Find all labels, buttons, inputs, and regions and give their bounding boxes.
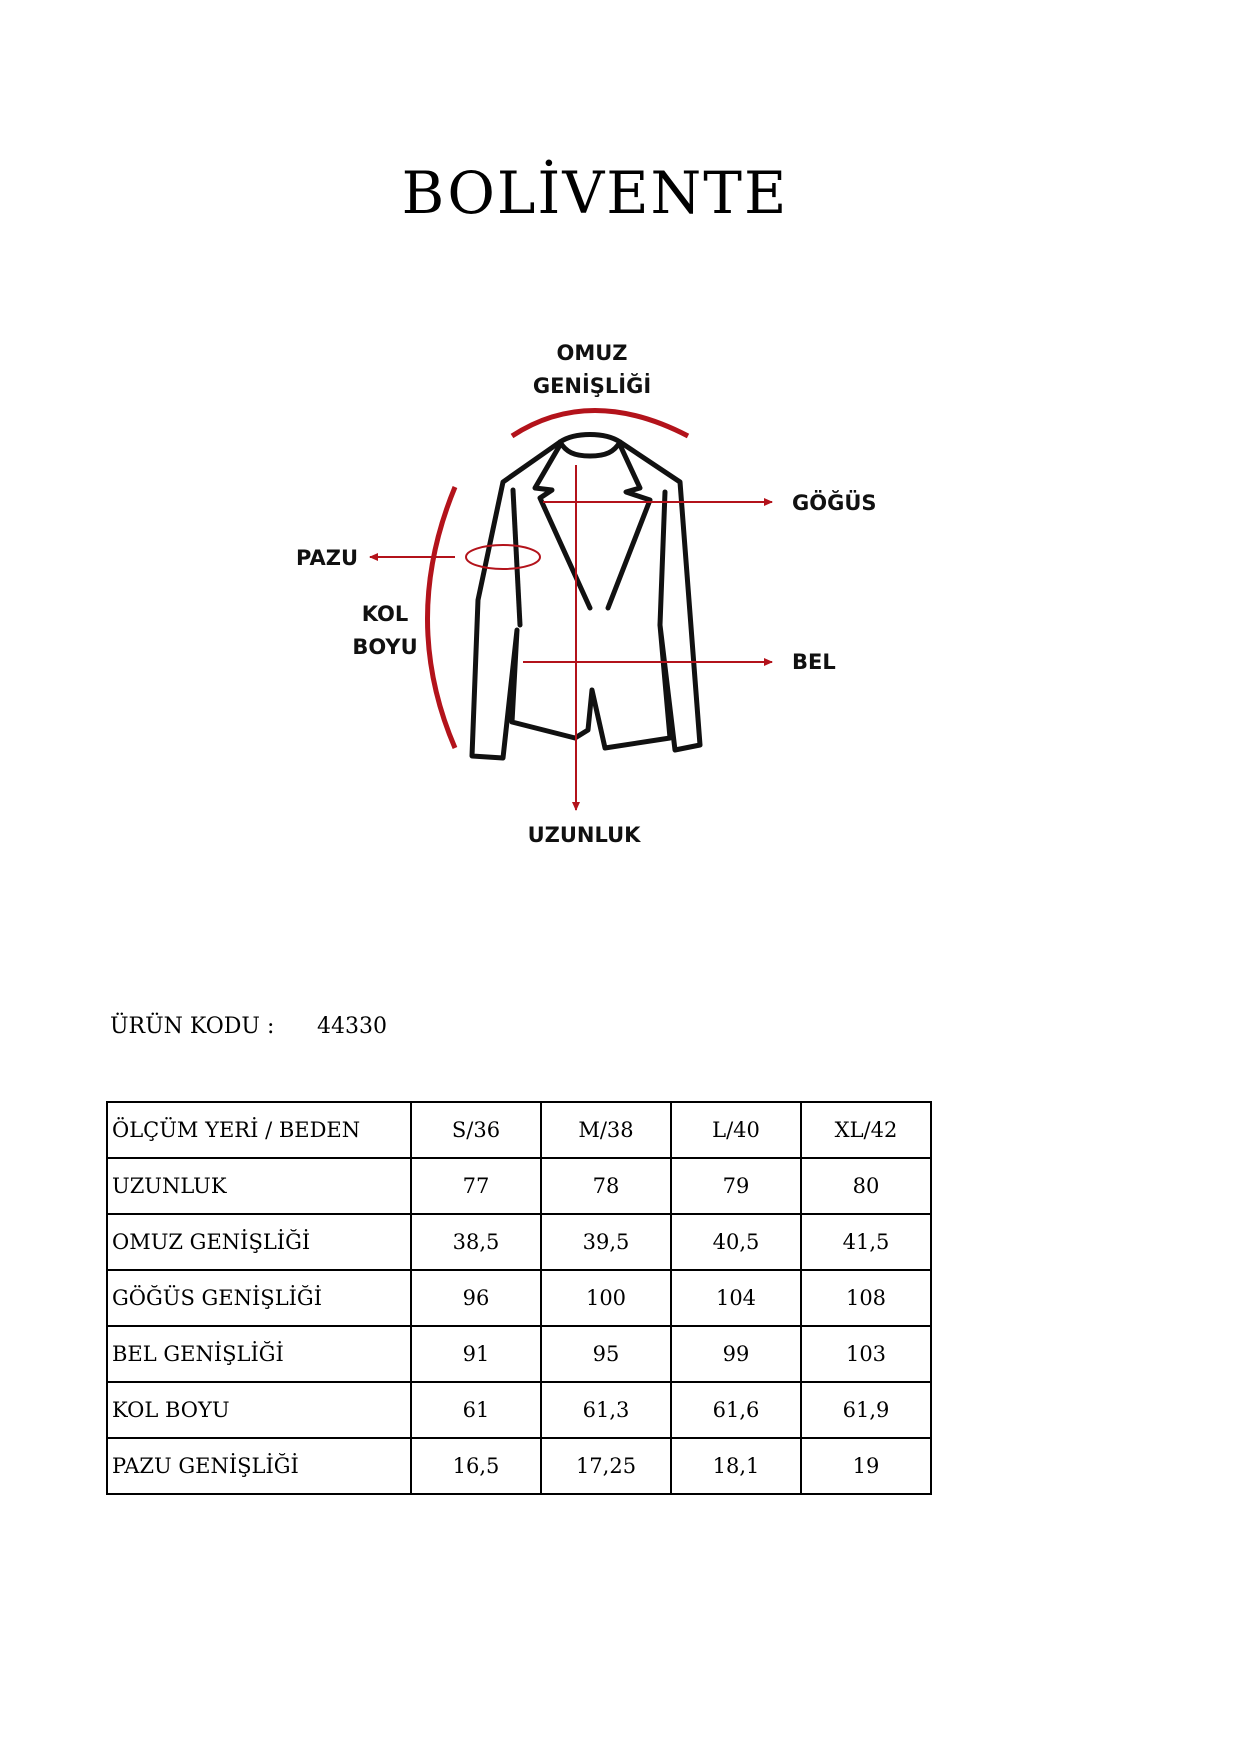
product-code-label: ÜRÜN KODU : — [110, 1014, 275, 1039]
table-cell: 17,25 — [541, 1438, 671, 1494]
table-cell: 96 — [411, 1270, 541, 1326]
product-code-row — [110, 1012, 387, 1042]
table-cell: 61 — [411, 1382, 541, 1438]
table-cell: 91 — [411, 1326, 541, 1382]
table-row — [107, 1270, 931, 1326]
label-length: UZUNLUK — [527, 823, 641, 847]
table-row — [107, 1438, 931, 1494]
label-bicep: PAZU — [296, 546, 358, 570]
label-shoulder-2: GENİŞLİĞİ — [532, 374, 652, 398]
table-cell: 61,3 — [541, 1382, 671, 1438]
table-cell: 40,5 — [671, 1214, 801, 1270]
table-row — [107, 1382, 931, 1438]
table-cell: 41,5 — [801, 1214, 931, 1270]
size-table — [106, 1101, 932, 1495]
table-row — [107, 1326, 931, 1382]
label-sleeve-2: BOYU — [352, 635, 418, 659]
table-cell: OMUZ GENİŞLİĞİ — [107, 1214, 411, 1270]
table-header-cell: L/40 — [671, 1102, 801, 1158]
table-cell: UZUNLUK — [107, 1158, 411, 1214]
table-cell: 16,5 — [411, 1438, 541, 1494]
table-cell: 39,5 — [541, 1214, 671, 1270]
table-cell: 38,5 — [411, 1214, 541, 1270]
table-cell: 99 — [671, 1326, 801, 1382]
label-sleeve-1: KOL — [361, 602, 409, 626]
table-header-cell: ÖLÇÜM YERİ / BEDEN — [107, 1102, 411, 1158]
table-row — [107, 1158, 931, 1214]
table-cell: 80 — [801, 1158, 931, 1214]
product-code-value: 44330 — [317, 1014, 387, 1039]
table-cell: 61,6 — [671, 1382, 801, 1438]
table-cell: 61,9 — [801, 1382, 931, 1438]
table-header-cell: M/38 — [541, 1102, 671, 1158]
table-cell: 103 — [801, 1326, 931, 1382]
measurement-marks — [370, 411, 772, 811]
table-cell: 104 — [671, 1270, 801, 1326]
label-chest: GÖĞÜS — [792, 491, 877, 515]
table-cell: 78 — [541, 1158, 671, 1214]
jacket-outline — [472, 435, 700, 759]
table-cell: BEL GENİŞLİĞİ — [107, 1326, 411, 1382]
table-cell: 100 — [541, 1270, 671, 1326]
brand-logo: BOLİVENTE — [401, 159, 789, 227]
table-cell: 79 — [671, 1158, 801, 1214]
table-cell: 95 — [541, 1326, 671, 1382]
label-shoulder-1: OMUZ — [556, 341, 628, 365]
table-header-row — [107, 1102, 931, 1158]
table-cell: 77 — [411, 1158, 541, 1214]
label-waist: BEL — [792, 650, 836, 674]
table-cell: 19 — [801, 1438, 931, 1494]
table-cell: 108 — [801, 1270, 931, 1326]
bicep-ellipse — [466, 545, 540, 569]
table-cell: GÖĞÜS GENİŞLİĞİ — [107, 1270, 411, 1326]
shoulder-arc — [512, 411, 688, 437]
table-cell: PAZU GENİŞLİĞİ — [107, 1438, 411, 1494]
table-header-cell: S/36 — [411, 1102, 541, 1158]
table-header-cell: XL/42 — [801, 1102, 931, 1158]
table-row — [107, 1214, 931, 1270]
table-cell: 18,1 — [671, 1438, 801, 1494]
sleeve-arc — [428, 487, 456, 748]
table-cell: KOL BOYU — [107, 1382, 411, 1438]
